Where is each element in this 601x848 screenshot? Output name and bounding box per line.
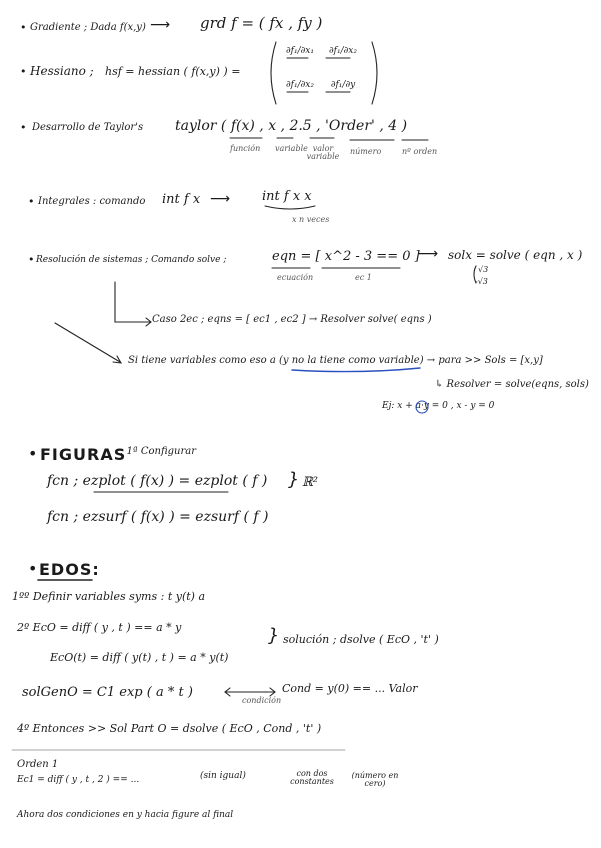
edos-step4: 4º Entonces >> Sol Part O = dsolve ( EcO , Cond , 't' ) xyxy=(17,722,322,735)
systems-example: Ej: x + a·y = 0 , x - y = 0 xyxy=(382,401,495,411)
hessian-cell: ∂f₁/∂y xyxy=(330,80,356,90)
figures-line1-note: ℝ² xyxy=(302,475,319,490)
systems-eq-note: ecuación xyxy=(277,273,314,282)
brace-icon: } xyxy=(288,469,300,490)
arrow-icon: ⟶ xyxy=(150,17,171,33)
bullet-integral: • xyxy=(28,195,35,208)
arrow-icon: ⟶ xyxy=(418,246,439,262)
order1-note: (sin igual) xyxy=(200,771,246,781)
taylor-label: Desarrollo de Taylor's xyxy=(32,122,144,133)
order1-title: Orden 1 xyxy=(17,759,59,770)
hessian-label: Hessiano ; xyxy=(30,64,94,78)
edos-solution: solución ; dsolve ( EcO , 't' ) xyxy=(283,633,439,646)
brace-icon: } xyxy=(268,625,280,646)
gradient-label: Gradiente ; Dada f(x,y) xyxy=(30,22,146,33)
hessian-cell: ∂f₁/∂x₂ xyxy=(286,80,314,90)
hessian-formula: hsf = hessian ( f(x,y) ) = xyxy=(105,65,241,78)
systems-root: -√3 xyxy=(475,277,488,286)
figures-line2: fcn ; ezsurf ( f(x) ) = ezsurf ( f ) xyxy=(47,509,269,525)
integral-label: Integrales : comando xyxy=(38,196,146,207)
figures-line1: fcn ; ezplot ( f(x) ) = ezplot ( f ) xyxy=(47,473,268,489)
order1-eq: Ec1 = diff ( y , t , 2 ) == ... xyxy=(17,775,140,785)
taylor-note: función xyxy=(230,144,261,153)
bullet-edos: • xyxy=(28,559,38,578)
order1-note: con dos constantes xyxy=(290,769,334,786)
systems-eq-note: ec 1 xyxy=(355,273,372,282)
systems-two-vars-solve: ↳ Resolver = solve(eqns, sols) xyxy=(435,379,589,390)
integral-result: int f x x xyxy=(262,189,312,204)
gradient-formula: grd f = ( fx , fy ) xyxy=(200,14,323,32)
taylor-note: número xyxy=(350,147,382,156)
figures-note: ; 1ª Configurar xyxy=(120,446,196,457)
bullet-hessian: • xyxy=(20,65,27,78)
edos-cond: Cond = y(0) == ... Valor xyxy=(282,682,418,695)
systems-multi: Caso 2ec ; eqns = [ ec1 , ec2 ] → Resolver solve( eqns ) xyxy=(152,314,432,325)
bullet-systems: • xyxy=(28,253,35,266)
edos-general: solGenO = C1 exp ( a * t ) xyxy=(22,685,193,700)
edos-condition-label: condición xyxy=(242,696,282,705)
hessian-cell: ∂f₁/∂x₁ xyxy=(286,46,314,56)
edos-step1: 1ºº Definir variables syms : t y(t) a xyxy=(12,590,206,603)
integral-note: x n veces xyxy=(292,215,330,224)
systems-label: Resolución de sistemas ; Comando solve ; xyxy=(36,255,227,265)
taylor-note: valor variable xyxy=(306,144,340,161)
systems-solve: solx = solve ( eqn , x ) xyxy=(448,248,583,262)
bullet-gradient: • xyxy=(20,21,27,34)
edos-step2: 2º EcO = diff ( y , t ) == a * y xyxy=(17,621,182,634)
bullet-figures: • xyxy=(28,444,38,463)
figures-title: FIGURAS xyxy=(40,445,127,464)
systems-root: √3 xyxy=(478,265,489,274)
integral-cmd: int f x xyxy=(162,192,201,207)
taylor-note: nº orden xyxy=(402,147,438,156)
order1-note: (número en cero) xyxy=(351,771,399,788)
hessian-cell: ∂f₁/∂x₂ xyxy=(329,46,357,56)
edos-title: EDOS: xyxy=(39,560,100,579)
order1-footer: Ahora dos condiciones en y hacia figure al final xyxy=(17,810,234,820)
edos-step2b: EcO(t) = diff ( y(t) , t ) = a * y(t) xyxy=(50,651,229,664)
systems-two-vars: Si tiene variables como eso a (y no la tiene como variable) → para >> Sols = [x,y] xyxy=(128,355,543,366)
systems-eq: eqn = [ x^2 - 3 == 0 ] xyxy=(272,249,420,264)
bullet-taylor: • xyxy=(20,121,27,134)
taylor-note: variable xyxy=(275,144,308,153)
taylor-call: taylor ( f(x) , x , 2.5 , 'Order' , 4 ) xyxy=(175,118,408,134)
arrow-icon: ⟶ xyxy=(210,191,231,207)
